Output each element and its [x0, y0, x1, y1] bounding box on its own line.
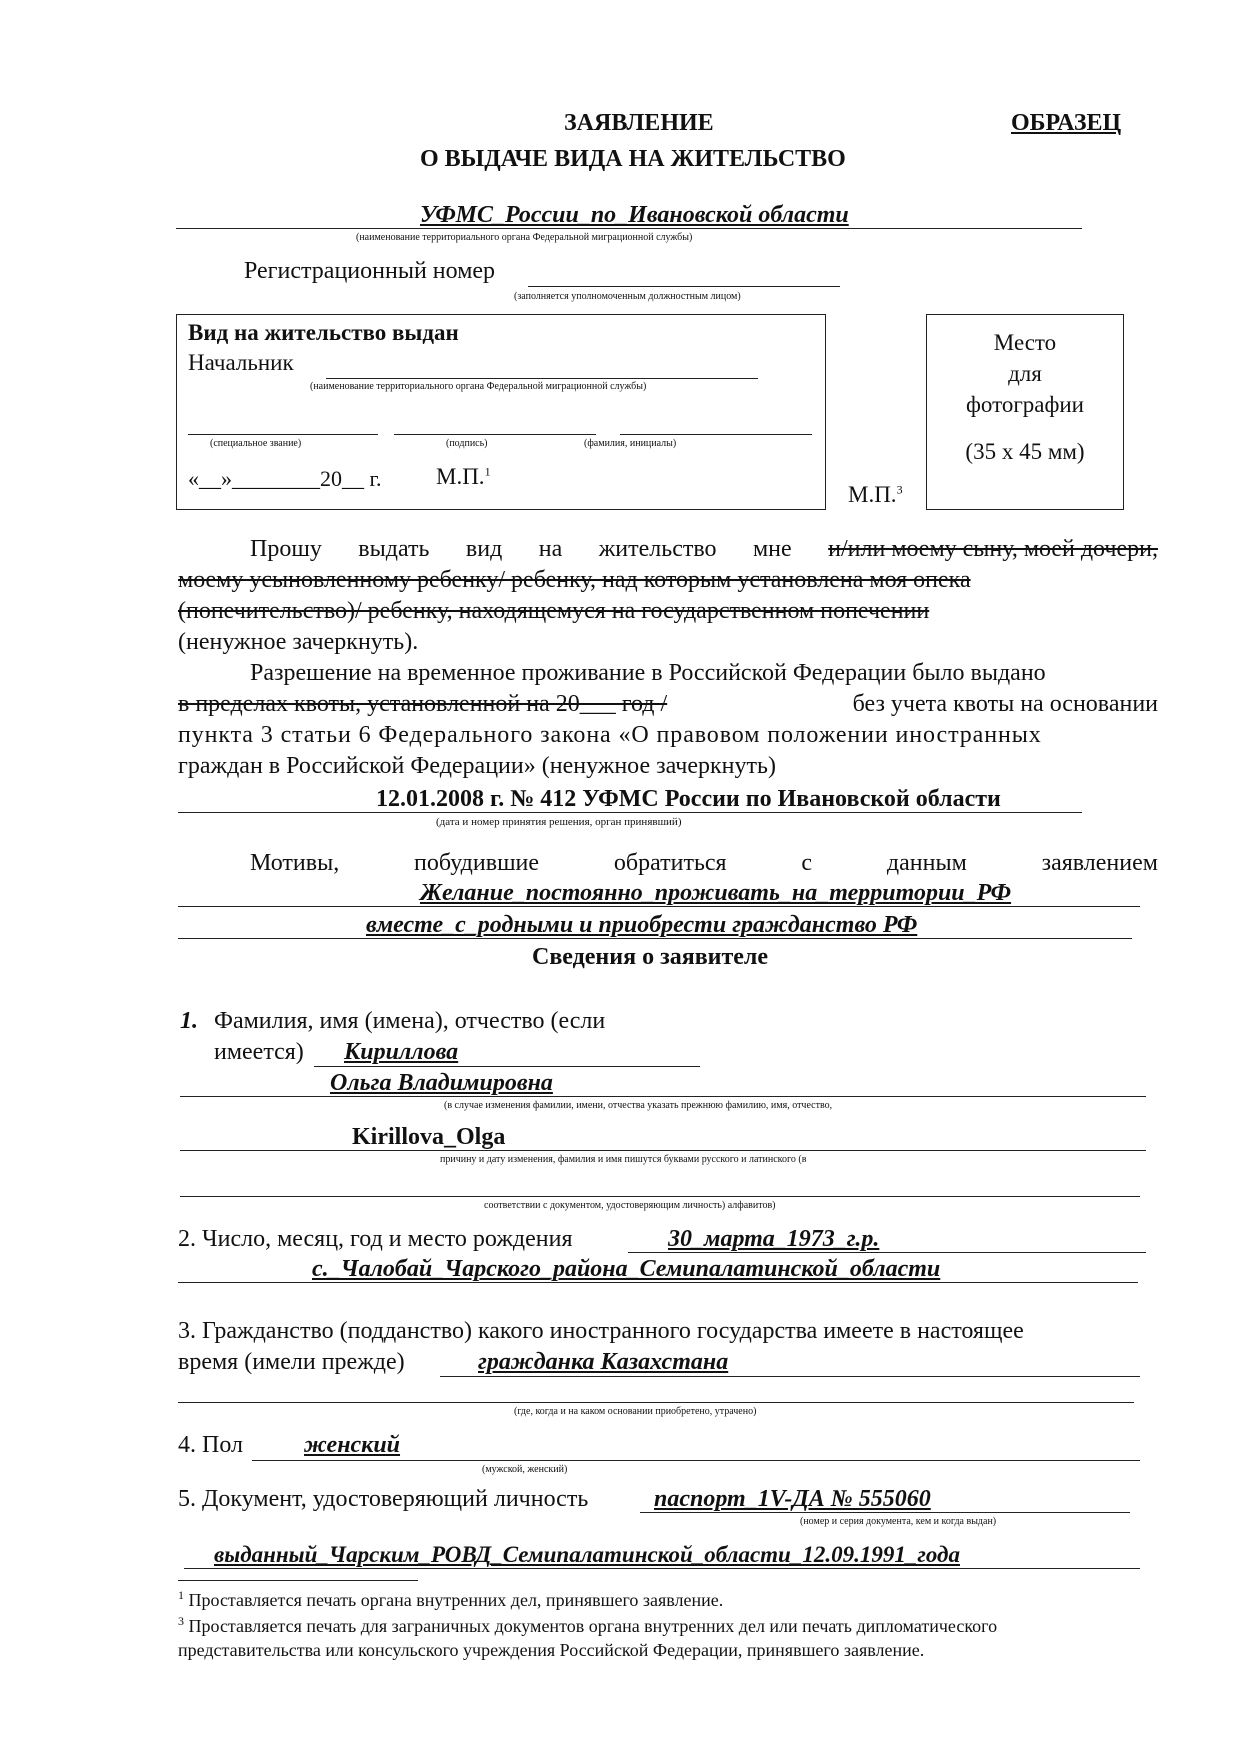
- permit-decision-caption: (дата и номер принятия решения, орган принявший): [436, 816, 682, 828]
- item1-caption1: (в случае изменения фамилии, имени, отчества указать прежнюю фамилию, имя, отчество,: [444, 1100, 833, 1111]
- request-line4: (ненужное зачеркнуть).: [178, 629, 419, 655]
- photo-box-line1: Место: [993, 330, 1057, 355]
- photo-box-size: (35 x 45 мм): [965, 439, 1085, 464]
- permit-line2: [178, 691, 1158, 718]
- item5-label: 5. Документ, удостоверяющий личность: [178, 1486, 589, 1512]
- item3-label1: 3. Гражданство (подданство) какого иностранного государства имеете в настоящее: [178, 1318, 1024, 1344]
- request-line1: [250, 536, 1158, 563]
- photo-box-line3: фотографии: [965, 392, 1084, 417]
- issued-box-date: «__»________20__ г.: [188, 466, 382, 491]
- footnote-1: [178, 1588, 723, 1611]
- request-word: выдать: [358, 536, 430, 562]
- photo-box-line2: для: [1008, 361, 1042, 386]
- issued-box-sign-caption: (подпись): [446, 438, 488, 449]
- registration-caption: (заполняется уполномоченным должностным лицом): [514, 291, 741, 302]
- item2-date: 30_марта_1973_г.р.: [668, 1226, 880, 1252]
- item1-latin: Kirillova_Olga: [352, 1124, 506, 1150]
- form-title: ЗАЯВЛЕНИЕ: [564, 110, 714, 136]
- footnote-3-text: Проставляется печать для заграничных документов органа внутренних дел или печать дипломатического: [188, 1616, 998, 1636]
- motives-word: заявлением: [1041, 850, 1158, 876]
- applicant-heading: Сведения о заявителе: [532, 944, 769, 970]
- permit-decision: 12.01.2008 г. № 412 УФМС России по Ивановской области: [376, 786, 1001, 812]
- motives-word: Мотивы,: [250, 850, 340, 876]
- footnote-3-sup: 3: [178, 1614, 184, 1628]
- form-subtitle: О ВЫДАЧЕ ВИДА НА ЖИТЕЛЬСТВО: [420, 146, 846, 172]
- item5-value: паспорт_1V-ДА № 555060: [654, 1486, 931, 1512]
- permit-line2-rest: без учета квоты на основании: [852, 691, 1158, 717]
- authority-caption: (наименование территориального органа Федеральной миграционной службы): [356, 232, 693, 243]
- item3-label2: время (имели прежде): [178, 1349, 405, 1375]
- sample-stamp: ОБРАЗЕЦ: [1011, 110, 1122, 136]
- item1-label2: имеется): [214, 1039, 304, 1065]
- permit-line1: Разрешение на временное проживание в Российской Федерации было выдано: [250, 660, 1046, 686]
- footnote-3-line2: представительства или консульского учреждения Российской Федерации, принявшего заявление.: [178, 1640, 925, 1660]
- issued-box-title: Вид на жительство выдан: [188, 320, 459, 345]
- request-line2: моему усыновленному ребенку/ ребенку, над которым установлена моя опека: [178, 567, 971, 593]
- footnote-1-text: Проставляется печать органа внутренних дел, принявшего заявление.: [188, 1590, 724, 1610]
- motives-word: побудившие: [414, 850, 540, 876]
- request-word: Прошу: [250, 536, 322, 562]
- motives-value1: Желание_постоянно_проживать_на_территории_РФ: [420, 880, 1012, 906]
- permit-line3: пункта 3 статьи 6 Федерального закона «О правовом положении иностранных: [178, 722, 1042, 748]
- item2-place: с._Чалобай_Чарского_района_Семипалатинской_области: [312, 1256, 941, 1282]
- permit-struck-text: в пределах квоты, установленной на 20___ год /: [178, 691, 668, 717]
- request-struck-text: и/или моему сыну, моей дочери,: [828, 536, 1158, 562]
- item1-number: 1.: [180, 1008, 198, 1034]
- item1-caption3: соответствии с документом, удостоверяющим личность) алфавитов): [484, 1200, 776, 1211]
- item5-issued: выданный_Чарским_РОВД_Семипалатинской_области_12.09.1991_года: [214, 1542, 960, 1567]
- request-word: жительство: [598, 536, 717, 562]
- photo-box: [926, 314, 1124, 510]
- item1-name: Ольга Владимировна: [330, 1070, 553, 1096]
- item4-label: 4. Пол: [178, 1432, 243, 1458]
- item1-surname: Кириллова: [344, 1039, 459, 1065]
- photo-box-mp-sup: 3: [896, 482, 903, 497]
- registration-label: Регистрационный номер: [244, 258, 496, 284]
- request-line3: (попечительство)/ ребенку, находящемуся на государственном попечении: [178, 598, 930, 624]
- motives-word: данным: [886, 850, 967, 876]
- photo-box-mp: [848, 482, 903, 508]
- footnote-1-sup: 1: [178, 1588, 184, 1602]
- item4-caption: (мужской, женский): [482, 1464, 568, 1475]
- registration-field[interactable]: [528, 286, 840, 287]
- motives-value2: вместе_с_родными и приобрести гражданство РФ: [366, 912, 918, 938]
- request-word: на: [538, 536, 563, 562]
- motives-word: обратиться: [613, 850, 727, 876]
- permit-line4: граждан в Российской Федерации» (ненужное зачеркнуть): [178, 753, 776, 779]
- authority-value: УФМС_России_по_Ивановской области: [420, 202, 849, 228]
- item3-caption: (где, когда и на каком основании приобретено, утрачено): [514, 1406, 757, 1417]
- issued-box-mp-text: М.П.: [436, 464, 485, 489]
- issued-box-name-caption: (фамилия, инициалы): [584, 438, 677, 449]
- item5-caption: (номер и серия документа, кем и когда выдан): [800, 1516, 997, 1527]
- issued-box-rank-caption: (специальное звание): [210, 438, 302, 449]
- photo-box-mp-text: М.П.: [848, 482, 897, 507]
- issued-box-chief: Начальник: [188, 350, 294, 375]
- issued-box-mp-sup: 1: [484, 464, 491, 479]
- request-word: вид: [465, 536, 503, 562]
- item3-value: гражданка Казахстана: [478, 1349, 729, 1375]
- motives-line: [250, 850, 1158, 877]
- request-word: мне: [752, 536, 792, 562]
- item2-label: 2. Число, месяц, год и место рождения: [178, 1226, 573, 1252]
- item1-caption2: причину и дату изменения, фамилия и имя пишутся буквами русского и латинского (в: [440, 1154, 807, 1165]
- issued-box-mp: [436, 464, 491, 490]
- motives-word: с: [801, 850, 813, 876]
- item4-value: женский: [304, 1432, 401, 1458]
- issued-box-org-caption: (наименование территориального органа Федеральной миграционной службы): [310, 381, 647, 392]
- footnote-3: [178, 1614, 997, 1637]
- item1-label1: Фамилия, имя (имена), отчество (если: [214, 1008, 606, 1034]
